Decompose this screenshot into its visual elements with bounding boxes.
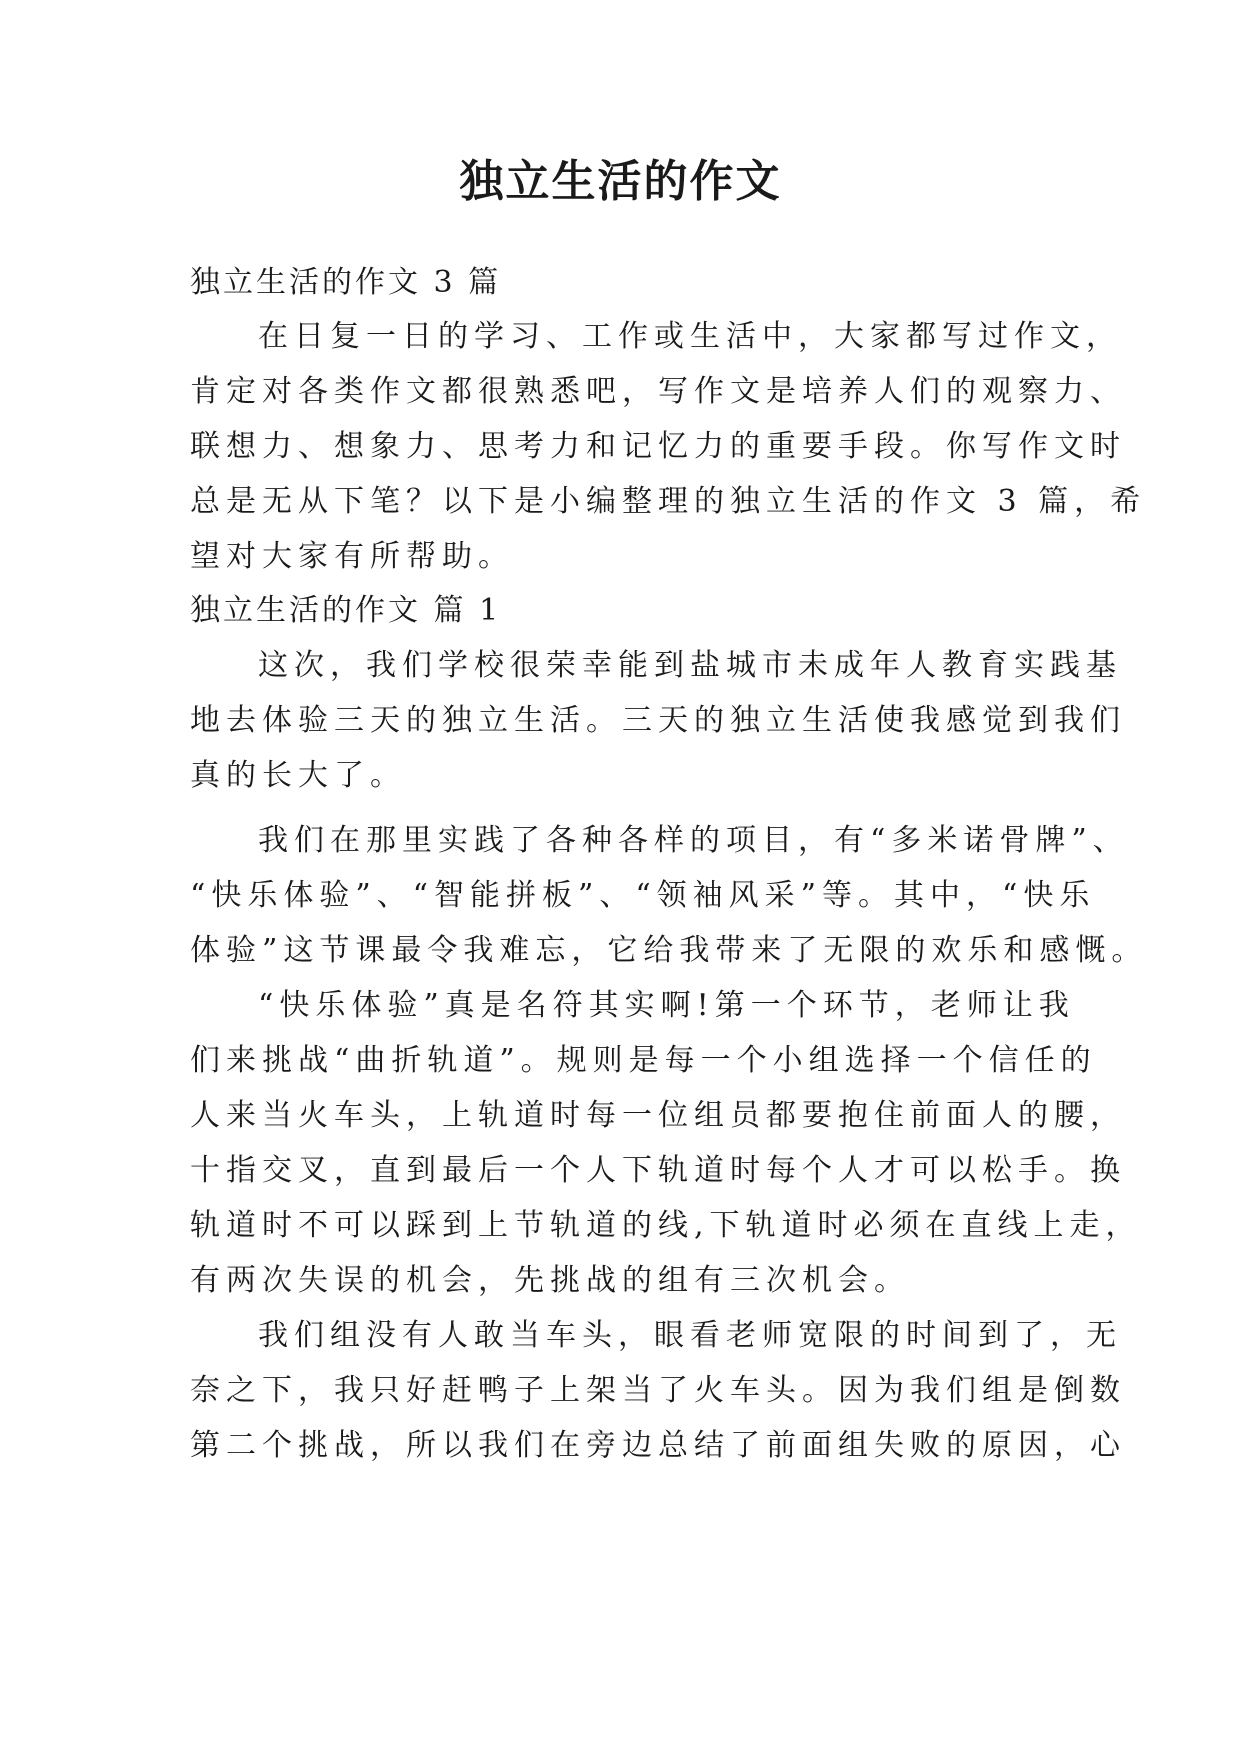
section-heading: 独立生活的作文 3 篇: [190, 265, 502, 300]
paragraph-line: 我们在那里实践了各种各样的项目，有“多米诺骨牌”、: [258, 823, 1129, 858]
paragraph-line: 十指交叉，直到最后一个人下轨道时每个人才可以松手。换: [190, 1153, 1126, 1188]
paragraph-line: 第二个挑战，所以我们在旁边总结了前面组失败的原因，心: [190, 1428, 1126, 1463]
paragraph-line: 人来当火车头，上轨道时每一位组员都要抱住前面人的腰，: [190, 1098, 1126, 1133]
paragraph-line: 轨道时不可以踩到上节轨道的线,下轨道时必须在直线上走，: [190, 1208, 1142, 1243]
intro-line: 望对大家有所帮助。: [190, 539, 514, 574]
paragraph-line: “快乐体验”、“智能拼板”、“领袖风采”等。其中，“快乐: [190, 878, 1096, 913]
part-heading: 独立生活的作文 篇 1: [190, 593, 502, 628]
paragraph-line: 奈之下，我只好赶鸭子上架当了火车头。因为我们组是倒数: [190, 1373, 1126, 1408]
intro-line: 在日复一日的学习、工作或生活中，大家都写过作文，: [258, 319, 1122, 354]
paragraph-line: 有两次失误的机会，先挑战的组有三次机会。: [190, 1263, 910, 1298]
paragraph-line: 们来挑战“曲折轨道”。规则是每一个小组选择一个信任的: [190, 1043, 1097, 1078]
intro-line: 总是无从下笔？以下是小编整理的独立生活的作文 3 篇，希: [190, 484, 1147, 519]
paragraph-line: “快乐体验”真是名符其实啊!第一个环节，老师让我: [258, 988, 1075, 1023]
intro-line: 肯定对各类作文都很熟悉吧，写作文是培养人们的观察力、: [190, 374, 1126, 409]
paragraph-line: 真的长大了。: [190, 758, 406, 793]
intro-line: 联想力、想象力、思考力和记忆力的重要手段。你写作文时: [190, 429, 1126, 464]
paragraph-line: 我们组没有人敢当车头，眼看老师宽限的时间到了，无: [258, 1318, 1122, 1353]
paragraph-line: 地去体验三天的独立生活。三天的独立生活使我感觉到我们: [190, 703, 1126, 738]
document-title: 独立生活的作文: [459, 156, 782, 207]
paragraph-line: 这次，我们学校很荣幸能到盐城市未成年人教育实践基: [258, 648, 1122, 683]
paragraph-line: 体验”这节课最令我难忘，它给我带来了无限的欢乐和感慨。: [190, 933, 1148, 968]
